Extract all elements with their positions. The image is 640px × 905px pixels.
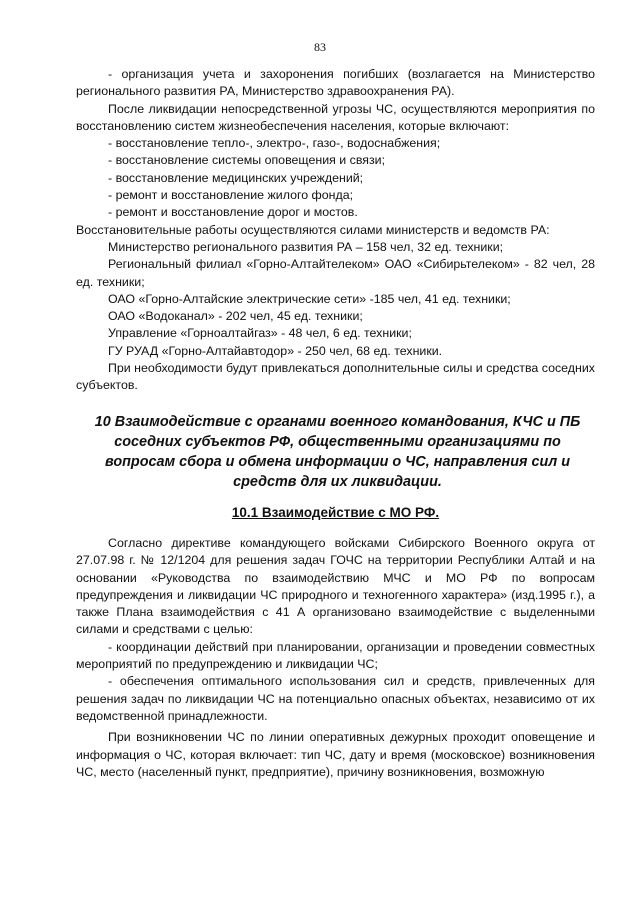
list-item: ГУ РУАД «Горно-Алтайавтодор» - 250 чел, 68 ед. техники. [108,343,443,358]
page-number: 83 [314,40,326,54]
page-body [76,66,595,781]
section-heading: 10 Взаимодействие с органами военного командования, КЧС и ПБ соседних субъектов РФ, общественными организациями по вопросам сбора и обмена информации о ЧС, направления сил и средств для их ликвидации. [94,413,581,490]
list-item: - ремонт и восстановление дорог и мостов. [108,205,358,220]
list-item: ОАО «Водоканал» - 202 чел, 45 ед. техники; [108,309,363,324]
list-item: - обеспечения оптимального использования сил и средств, привлеченных для решения задач по ликвидации ЧС на потенциально опасных объектах, независимо от их ведомственной принадлежности. [76,674,595,723]
list-item: ОАО «Горно-Алтайские электрические сети» -185 чел, 41 ед. техники; [108,291,511,306]
paragraph-forces-intro: Восстановительные работы осуществляются силами министерств и ведомств РА: [76,222,550,237]
list-item: - организация учета и захоронения погибших (возлагается на Министерство регионального развития РА, Министерство здравоохранения РА). [76,67,595,99]
list-item: Региональный филиал «Горно-Алтайтелеком» ОАО «Сибирьтелеком» - 82 чел, 28 ед. техники; [76,257,595,289]
paragraph-restoration-intro: После ликвидации непосредственной угрозы ЧС, осуществляются мероприятия по восстановлению систем жизнеобеспечения населения, которые включают: [76,101,595,133]
paragraph-notification: При возникновении ЧС по линии оперативных дежурных проходит оповещение и информация о ЧС, которая включает: тип ЧС, дату и время (московское) возникновения ЧС, место (населенный пункт, предприятие), причину возникновения, возможную [76,730,595,779]
list-item: - восстановление тепло-, электро-, газо-, водоснабжения; [108,136,441,151]
list-item: Управление «Горноалтайгаз» - 48 чел, 6 ед. техники; [108,326,412,341]
paragraph-additional-forces: При необходимости будут привлекаться дополнительные силы и средства соседних субъектов. [76,361,595,393]
list-item: - восстановление медицинских учреждений; [108,170,364,185]
list-item: Министерство регионального развития РА – 158 чел, 32 ед. техники; [108,239,504,254]
paragraph-directive: Согласно директиве командующего войсками Сибирского Военного округа от 27.07.98 г. № 12/1204 для решения задач ГОЧС на территории Республики Алтай и на основании «Руководства по взаимодействию МЧС и МО РФ по вопросам предупреждения и ликвидации ЧС природного и техногенного характера» (изд.1995 г.), а также Плана взаимодействия с 41 А организовано взаимодействие с выделенными силами и средствами с целью: [76,535,595,637]
list-item: - координации действий при планировании, организации и проведении совместных мероприятий по предупреждению и ликвидации ЧС; [76,639,595,672]
list-item: - ремонт и восстановление жилого фонда; [108,188,354,203]
subsection-heading: 10.1 Взаимодействие с МО РФ. [231,504,440,520]
list-item: - восстановление системы оповещения и связи; [108,153,386,168]
